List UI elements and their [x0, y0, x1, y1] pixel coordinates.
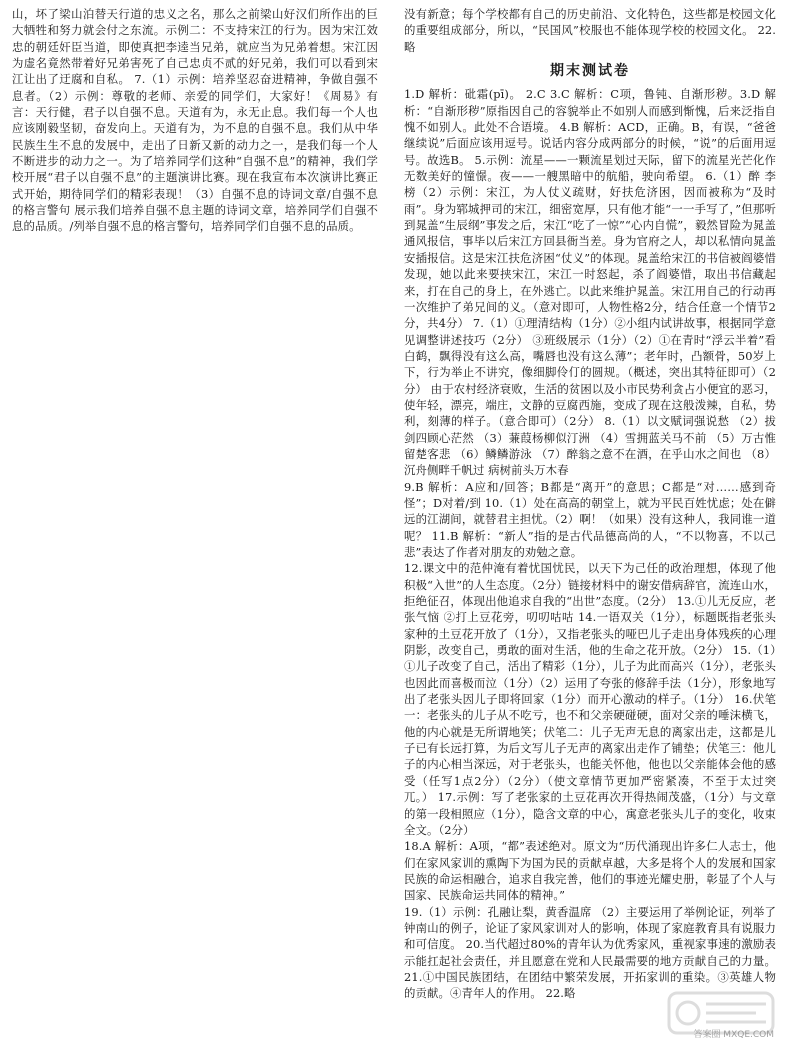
right-paragraph: 18.A 解析：A项，“都”表述绝对。原文为“历代涌现出许多仁人志士，他们在家风家训的熏陶下为国为民的贡献卓越，大多是将个人的发展和国家民族的命运相融合，追求自我完善，他们的事迹光耀史册，彰显了个人与国家、民族命运共同体的精神。”: [404, 839, 776, 903]
right-intro-paragraph: 没有新意；每个学校都有自己的历史前沿、文化特色，这些都是校园文化的重要组成部分，所以，“民国风”校服也不能体现学校的校园文化。 22.略: [404, 7, 776, 54]
right-paragraph: 9.B 解析：A应和/回答；B都是“离开”的意思；C都是“对……感到奇怪”；D对着/到 10.（1）处在高高的朝堂上，就为平民百姓忧虑；处在僻远的江湖间，就替君主担忧。（2）啊！（如果）没有这种人，我同谁一道呢？ 11.B 解析：“新人”指的是古代品德高尚的人，“不以物喜，不以己悲”表达了作者对朋友的劝勉之意。: [404, 479, 776, 559]
right-paragraph: 12.课文中的范仲淹有着忧国忧民，以天下为己任的政治理想，体现了他积极“入世”的人生态度。（2分）链接材料中的谢安借病辞官，流连山水，拒绝征召，体现出他追求自我的“出世”态度。（2分） 13.①儿无反应，老张气恼 ②打上豆花旁，叨叨咕咕 14.一语双关（1分），标题既指老张头家种的土豆花开放了（1分），又指老张头的哑巴儿子走出身体残疾的心理阴影，改变自己，勇敢的面对生活，他的生命之花开放。（2分） 15.（1）①儿子改变了自己，活出了精彩（1分），儿子为此而高兴（1分），老张头也因此而喜极而泣（1分）（2）运用了夸张的修辞手法（1分），形象地写出了老张头因儿子即将回家（1分）而开心激动的样子。（1分） 16.伏笔一：老张头的儿子从不吃亏，也不和父亲硬碰硬，面对父亲的唾沫横飞，他的内心就是无所谓地笑；伏笔二：儿子无声无息的离家出走，这都是儿子已有长远打算，为后文写儿子无声的离家出走作了铺垫；伏笔三：他儿子的内心相当深远，对于老张头，也能关怀他，他也以父亲能体会他的感受（任写1点2分）（2分）（使文章情节更加严密紧凑，不至于太过突兀。） 17.示例：写了老张家的土豆花再次开得热闹茂盛，（1分）与文章的第一段相照应（1分），隐含文章的中心，寓意老张头儿子的变化，收束全文。（2分）: [404, 561, 776, 837]
section-title: 期末测试卷: [550, 63, 630, 80]
right-paragraph: 19.（1）示例：孔融让梨，黄香温席 （2）主要运用了举例论证，列举了钟南山的例子，论证了家风家训对人的影响，体现了家庭教育具有说服力和可信度。 20.当代超过80%的青年认为优秀家风，重视家事速的激励表示能扛起社会责任，并且愿意在党和人民最需要的地方贡献自己的力量。 21.①中国民族团结，在团结中繁荣发展，开拓家训的重染。③英雄人物的贡献。④青年人的作用。 22.略: [404, 904, 776, 1001]
watermark-text: 答案圈 MXQE.COM: [693, 1030, 774, 1040]
left-paragraph: 山，坏了梁山泊替天行道的忠义之名，那么之前梁山好汉们所作出的巨大牺牲和努力就会付之东流。示例二：不支持宋江的行为。因为宋江效忠的朝廷奸臣当道，即使真把李逵当兄弟，就应当为兄弟着想。宋江因为虚名竟然带着好兄弟害死了自己忠贞不贰的好兄弟，我们可以看到宋江让出了迂腐和自私。 7.（1）示例：培养坚忍奋进精神，争做自强不息者。（2）示例：尊敬的老师、亲爱的同学们，大家好！《周易》有言：天行健，君子以自强不息。天道有为，永无止息。我们每一个人也应该刚毅坚韧，奋发向上。天道有为，为不息的自强不息。我们从中华民族生生不息的发展中，走出了日新又新的动力之一，是我们每一个人不断进步的动力之一。为了培养同学们这种“自强不息”的精神，我们学校开展“君子以自强不息”的主题演讲比赛。现在我宣布本次演讲比赛正式开始，期待同学们的精彩表现！（3）自强不息的诗词文章/自强不息的格言警句 展示我们培养自强不息主题的诗词文章，培养同学们自强不息的品质。/列举自强不息的格言警句，培养同学们自强不息的品质。: [12, 7, 378, 234]
right-column: [404, 6, 776, 1036]
right-paragraph: 1.D 解析：砒霜(pī)。 2.C 3.C 解析：C项，鲁钝、自渐形秽。3.D 解析：“自渐形秽”原指因自己的容貌举止不如别人而感到惭愧，后来泛指自愧不如别人。此处不合语境。 4.B 解析：ACD，正确。B，有误，“爸爸继续说”后面应该用逗号。说话内容分成两部分的时候，“说”的后面用逗号。故选B。 5.示例：流星——一颗流星划过天际，留下的流星光芒化作无数美好的憧憬。夜——一艘黑暗中的航船，驶向希望。 6.（1）醉 李 榜（2）示例：宋江，为人仗义疏财，好扶危济困，因而被称为“及时雨”。身为郓城押司的宋江，细密宽厚，只有他才能“一一手写了，”但那听到晁盖“生辰纲”事发之后，宋江“吃了一惊”“心内自慌”，毅然冒险为晁盖通风报信，事毕以后宋江方回县衙当差。身为官府之人，却以私情向晁盖安插报信。这是宋江扶危济困“仗义”的体现。晁盖给宋江的书信被阎婆惜发现，她以此来要挟宋江，宋江一时怒起，杀了阎婆惜，取出书信藏起来，打在自己的身上，在外逃亡。以此来维护晁盖。宋江用自己的行动再一次维护了弟兄间的义。（意对即可，人物性格2分，结合任意一个情节2分，共4分） 7.（1）①理清结构（1分）②小组内试讲故事，根据同学意见调整讲述技巧（2分） ③班级展示（1分）（2）①在青时“浮云半着”看白鹤，飘得没有这么高，嘴唇也没有这么薄”；老年时，凸额骨，50岁上下，行为举止不讲究，像细脚伶仃的圆规。（概述，突出其特征即可）（2分） 由于农村经济衰败，生活的贫困以及小市民势利贪占小便宜的恶习，使年轻，漂亮，端庄，文静的豆腐西施，变成了现在这般泼辣，自私，势利，刻薄的样子。（意合即可）（2分） 8.（1）以文赋词强说愁 （2）拔剑四顾心茫然 （3）蒹葭杨柳似汀洲 （4）雪拥蓝关马不前 （5）万古惟留楚客悲 （6）鳞鳞游泳 （7）醉翁之意不在酒，在乎山水之间也 （8）沉舟侧畔千帆过 病树前头万木春: [404, 87, 776, 478]
left-column: [12, 6, 378, 1036]
